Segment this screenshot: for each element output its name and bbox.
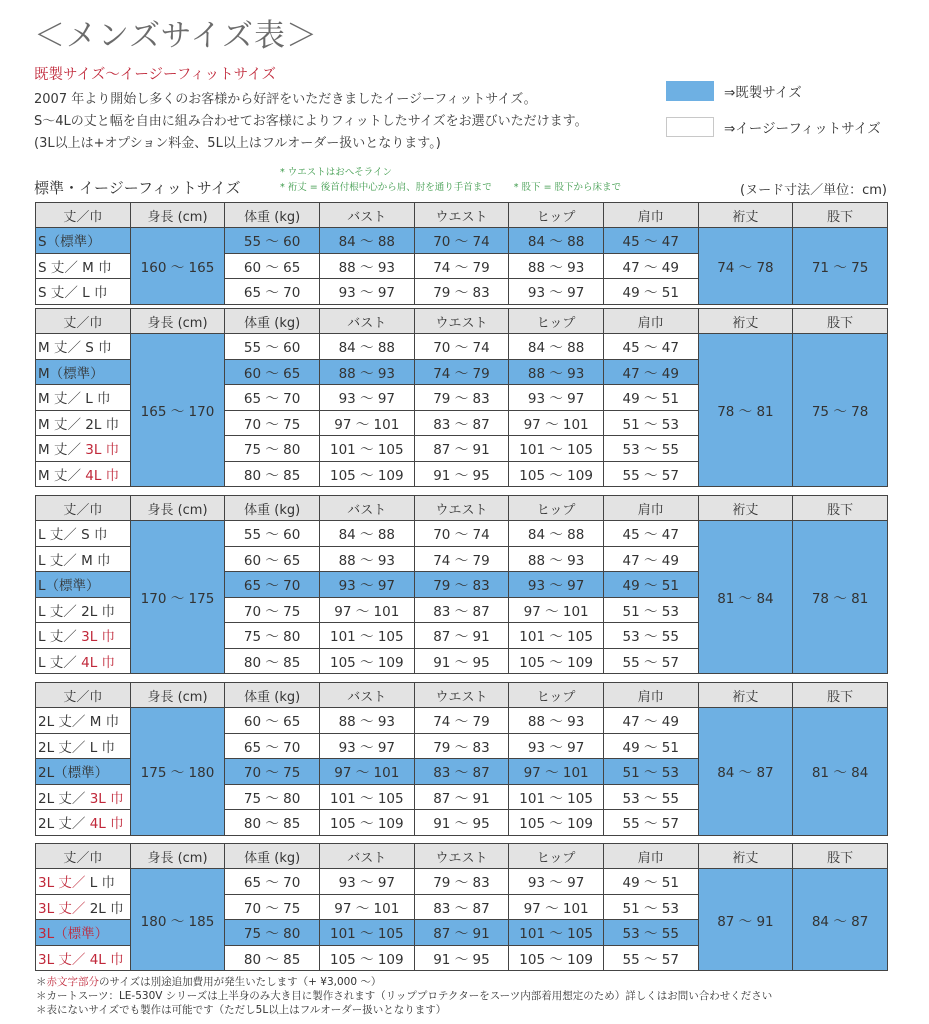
column-header: 身長 (cm) (130, 203, 225, 228)
hip-cell: 88 〜 93 (509, 359, 604, 385)
bust-cell: 101 〜 105 (319, 623, 414, 649)
weight-cell: 70 〜 75 (225, 410, 320, 436)
hip-cell: 88 〜 93 (509, 708, 604, 734)
shoulder-cell: 53 〜 55 (603, 436, 698, 462)
size-label: S（標準） (36, 228, 131, 254)
column-header: 丈／巾 (36, 683, 131, 708)
table-row (36, 521, 888, 547)
hip-cell: 93 〜 97 (509, 869, 604, 895)
bust-cell: 84 〜 88 (319, 334, 414, 360)
hip-cell: 84 〜 88 (509, 521, 604, 547)
column-header: 肩巾 (603, 203, 698, 228)
shoulder-cell: 47 〜 49 (603, 253, 698, 279)
column-header: 裄丈 (698, 496, 793, 521)
waist-cell: 87 〜 91 (414, 920, 509, 946)
weight-cell: 60 〜 65 (225, 359, 320, 385)
bust-cell: 105 〜 109 (319, 461, 414, 487)
weight-cell: 75 〜 80 (225, 623, 320, 649)
bust-cell: 93 〜 97 (319, 279, 414, 305)
bust-cell: 101 〜 105 (319, 784, 414, 810)
shoulder-cell: 49 〜 51 (603, 733, 698, 759)
footnotes (36, 975, 772, 1017)
hip-cell: 101 〜 105 (509, 920, 604, 946)
red-text-note: 赤文字部分 (46, 976, 99, 988)
height-cell: 180 〜 185 (130, 869, 225, 971)
footnote-2: ＊カートスーツ：LE-530V シリーズは上半身のみ大き目に製作されます（リッププロテクターをスーツ内部着用想定のため）詳しくはお問い合わせください (36, 990, 773, 1002)
size-label: 3L（標準） (36, 920, 131, 946)
legend (666, 80, 881, 152)
note-sleeve: * 裄丈 = 後首付根中心から肩、肘を通り手首まで (280, 182, 492, 193)
table-header-row (36, 683, 888, 708)
table-row-standard (36, 228, 888, 254)
height-cell: 170 〜 175 (130, 521, 225, 674)
hip-cell: 84 〜 88 (509, 334, 604, 360)
size-label: L 丈／ 2L 巾 (36, 597, 131, 623)
column-header: 肩巾 (603, 844, 698, 869)
shoulder-cell: 51 〜 53 (603, 759, 698, 785)
size-label: S 丈／ L 巾 (36, 279, 131, 305)
inseam-cell: 84 〜 87 (793, 869, 888, 971)
intro-line: (3L以上は+オプション料金、5L以上はフルオーダー扱いとなります。) (34, 136, 441, 151)
bust-cell: 93 〜 97 (319, 733, 414, 759)
bust-cell: 88 〜 93 (319, 253, 414, 279)
note-inseam: * 股下 = 股下から床まで (513, 182, 622, 193)
unit-note: (ヌード寸法／単位：cm) (740, 183, 887, 198)
column-header: 身長 (cm) (130, 309, 225, 334)
size-label: 2L 丈／ M 巾 (36, 708, 131, 734)
footnote-1: ＊赤文字部分のサイズは別途追加費用が発生いたします（+ ¥3,000 〜） (36, 976, 382, 988)
weight-cell: 60 〜 65 (225, 546, 320, 572)
table-row (36, 334, 888, 360)
column-header: 股下 (793, 203, 888, 228)
hip-cell: 88 〜 93 (509, 253, 604, 279)
shoulder-cell: 51 〜 53 (603, 410, 698, 436)
table-header-row (36, 496, 888, 521)
shoulder-cell: 51 〜 53 (603, 894, 698, 920)
size-label: S 丈／ M 巾 (36, 253, 131, 279)
weight-cell: 75 〜 80 (225, 784, 320, 810)
column-header: 丈／巾 (36, 203, 131, 228)
shoulder-cell: 53 〜 55 (603, 920, 698, 946)
column-header: ウエスト (414, 496, 509, 521)
column-header: ウエスト (414, 683, 509, 708)
column-header: 丈／巾 (36, 844, 131, 869)
shoulder-cell: 49 〜 51 (603, 385, 698, 411)
inseam-cell: 78 〜 81 (793, 521, 888, 674)
size-label: 3L 丈／ L 巾 (36, 869, 131, 895)
sleeve-cell: 74 〜 78 (698, 228, 793, 305)
size-table-block (35, 202, 888, 305)
shoulder-cell: 49 〜 51 (603, 869, 698, 895)
bust-cell: 93 〜 97 (319, 385, 414, 411)
column-header: 裄丈 (698, 844, 793, 869)
waist-cell: 79 〜 83 (414, 279, 509, 305)
weight-cell: 65 〜 70 (225, 279, 320, 305)
bust-cell: 97 〜 101 (319, 894, 414, 920)
waist-cell: 79 〜 83 (414, 733, 509, 759)
column-header: 股下 (793, 309, 888, 334)
waist-cell: 70 〜 74 (414, 334, 509, 360)
column-header: 裄丈 (698, 309, 793, 334)
size-label: M 丈／ S 巾 (36, 334, 131, 360)
shoulder-cell: 47 〜 49 (603, 546, 698, 572)
intro-text (34, 89, 588, 155)
hip-cell: 105 〜 109 (509, 648, 604, 674)
column-header: バスト (319, 309, 414, 334)
size-table-block (35, 843, 888, 971)
waist-cell: 91 〜 95 (414, 461, 509, 487)
weight-cell: 55 〜 60 (225, 521, 320, 547)
column-header: 身長 (cm) (130, 844, 225, 869)
column-header: ヒップ (509, 683, 604, 708)
hip-cell: 88 〜 93 (509, 546, 604, 572)
shoulder-cell: 53 〜 55 (603, 623, 698, 649)
bust-cell: 105 〜 109 (319, 648, 414, 674)
column-header: ウエスト (414, 203, 509, 228)
weight-cell: 80 〜 85 (225, 648, 320, 674)
weight-cell: 60 〜 65 (225, 253, 320, 279)
waist-cell: 70 〜 74 (414, 228, 509, 254)
weight-cell: 80 〜 85 (225, 810, 320, 836)
size-label: 2L 丈／ L 巾 (36, 733, 131, 759)
bust-cell: 97 〜 101 (319, 410, 414, 436)
shoulder-cell: 55 〜 57 (603, 945, 698, 971)
column-header: 身長 (cm) (130, 683, 225, 708)
column-header: 股下 (793, 844, 888, 869)
waist-cell: 91 〜 95 (414, 810, 509, 836)
waist-cell: 91 〜 95 (414, 648, 509, 674)
hip-cell: 93 〜 97 (509, 572, 604, 598)
column-header: 裄丈 (698, 683, 793, 708)
column-header: ウエスト (414, 844, 509, 869)
bust-cell: 105 〜 109 (319, 945, 414, 971)
hip-cell: 101 〜 105 (509, 623, 604, 649)
waist-cell: 87 〜 91 (414, 784, 509, 810)
sleeve-cell: 78 〜 81 (698, 334, 793, 487)
shoulder-cell: 55 〜 57 (603, 810, 698, 836)
size-label: 3L 丈／ 2L 巾 (36, 894, 131, 920)
waist-cell: 70 〜 74 (414, 521, 509, 547)
hip-cell: 93 〜 97 (509, 279, 604, 305)
column-header: ヒップ (509, 496, 604, 521)
waist-cell: 83 〜 87 (414, 759, 509, 785)
hip-cell: 105 〜 109 (509, 810, 604, 836)
table-row (36, 708, 888, 734)
subtitle: 既製サイズ〜イージーフィットサイズ (34, 67, 277, 83)
size-label: 3L 丈／ 4L 巾 (36, 945, 131, 971)
size-table-block (35, 308, 888, 487)
waist-cell: 83 〜 87 (414, 894, 509, 920)
column-header: 股下 (793, 683, 888, 708)
waist-cell: 87 〜 91 (414, 623, 509, 649)
sleeve-cell: 87 〜 91 (698, 869, 793, 971)
weight-cell: 65 〜 70 (225, 733, 320, 759)
section-title: 標準・イージーフィットサイズ (34, 179, 241, 197)
column-header: 肩巾 (603, 309, 698, 334)
legend-swatch-white (666, 117, 714, 137)
column-header: 丈／巾 (36, 309, 131, 334)
waist-cell: 74 〜 79 (414, 359, 509, 385)
size-label: L 丈／ 3L 巾 (36, 623, 131, 649)
legend-label: ⇒既製サイズ (724, 85, 802, 101)
column-header: 裄丈 (698, 203, 793, 228)
size-label: M 丈／ 2L 巾 (36, 410, 131, 436)
column-header: 体重 (kg) (225, 309, 320, 334)
size-label: L（標準） (36, 572, 131, 598)
shoulder-cell: 47 〜 49 (603, 708, 698, 734)
bust-cell: 88 〜 93 (319, 546, 414, 572)
note-waist: * ウエストはおへそライン (280, 167, 392, 178)
weight-cell: 65 〜 70 (225, 385, 320, 411)
weight-cell: 70 〜 75 (225, 759, 320, 785)
waist-cell: 87 〜 91 (414, 436, 509, 462)
shoulder-cell: 55 〜 57 (603, 461, 698, 487)
size-label: L 丈／ M 巾 (36, 546, 131, 572)
table-header-row (36, 844, 888, 869)
legend-swatch-blue (666, 81, 714, 101)
column-header: バスト (319, 683, 414, 708)
table-header-row (36, 203, 888, 228)
bust-cell: 97 〜 101 (319, 759, 414, 785)
size-label: M 丈／ L 巾 (36, 385, 131, 411)
hip-cell: 97 〜 101 (509, 597, 604, 623)
column-header: 肩巾 (603, 496, 698, 521)
weight-cell: 75 〜 80 (225, 436, 320, 462)
inseam-cell: 75 〜 78 (793, 334, 888, 487)
shoulder-cell: 45 〜 47 (603, 521, 698, 547)
bust-cell: 93 〜 97 (319, 869, 414, 895)
shoulder-cell: 49 〜 51 (603, 572, 698, 598)
shoulder-cell: 47 〜 49 (603, 359, 698, 385)
shoulder-cell: 49 〜 51 (603, 279, 698, 305)
hip-cell: 105 〜 109 (509, 461, 604, 487)
weight-cell: 75 〜 80 (225, 920, 320, 946)
table-row (36, 869, 888, 895)
weight-cell: 80 〜 85 (225, 945, 320, 971)
bust-cell: 93 〜 97 (319, 572, 414, 598)
inseam-cell: 81 〜 84 (793, 708, 888, 836)
waist-cell: 79 〜 83 (414, 572, 509, 598)
intro-line: 2007 年より開始し多くのお客様から好評をいただきましたイージーフィットサイズ。 (34, 92, 537, 107)
hip-cell: 97 〜 101 (509, 759, 604, 785)
weight-cell: 65 〜 70 (225, 869, 320, 895)
column-header: 体重 (kg) (225, 844, 320, 869)
waist-cell: 83 〜 87 (414, 597, 509, 623)
intro-line: S〜4Lの丈と幅を自由に組み合わせてお客様によりフィットしたサイズをお選びいただけます。 (34, 114, 588, 129)
column-header: 肩巾 (603, 683, 698, 708)
column-header: ウエスト (414, 309, 509, 334)
hip-cell: 93 〜 97 (509, 385, 604, 411)
inseam-cell: 71 〜 75 (793, 228, 888, 305)
waist-cell: 91 〜 95 (414, 945, 509, 971)
waist-cell: 79 〜 83 (414, 869, 509, 895)
weight-cell: 70 〜 75 (225, 597, 320, 623)
height-cell: 175 〜 180 (130, 708, 225, 836)
weight-cell: 55 〜 60 (225, 334, 320, 360)
shoulder-cell: 45 〜 47 (603, 334, 698, 360)
size-label: 2L（標準） (36, 759, 131, 785)
table-header-row (36, 309, 888, 334)
weight-cell: 70 〜 75 (225, 894, 320, 920)
waist-cell: 83 〜 87 (414, 410, 509, 436)
hip-cell: 84 〜 88 (509, 228, 604, 254)
hip-cell: 93 〜 97 (509, 733, 604, 759)
column-header: ヒップ (509, 844, 604, 869)
size-table-block (35, 682, 888, 836)
sleeve-cell: 84 〜 87 (698, 708, 793, 836)
column-header: 丈／巾 (36, 496, 131, 521)
column-header: 体重 (kg) (225, 496, 320, 521)
bust-cell: 88 〜 93 (319, 708, 414, 734)
column-header: バスト (319, 203, 414, 228)
legend-label: ⇒イージーフィットサイズ (724, 121, 881, 137)
measurement-notes (280, 165, 621, 195)
bust-cell: 101 〜 105 (319, 920, 414, 946)
column-header: 身長 (cm) (130, 496, 225, 521)
column-header: ヒップ (509, 309, 604, 334)
size-label: 2L 丈／ 4L 巾 (36, 810, 131, 836)
hip-cell: 101 〜 105 (509, 784, 604, 810)
shoulder-cell: 51 〜 53 (603, 597, 698, 623)
bust-cell: 88 〜 93 (319, 359, 414, 385)
column-header: 股下 (793, 496, 888, 521)
column-header: バスト (319, 496, 414, 521)
shoulder-cell: 45 〜 47 (603, 228, 698, 254)
hip-cell: 105 〜 109 (509, 945, 604, 971)
size-label: M 丈／ 3L 巾 (36, 436, 131, 462)
bust-cell: 101 〜 105 (319, 436, 414, 462)
hip-cell: 97 〜 101 (509, 410, 604, 436)
weight-cell: 60 〜 65 (225, 708, 320, 734)
bust-cell: 84 〜 88 (319, 228, 414, 254)
sleeve-cell: 81 〜 84 (698, 521, 793, 674)
hip-cell: 97 〜 101 (509, 894, 604, 920)
weight-cell: 80 〜 85 (225, 461, 320, 487)
legend-item-standard (666, 80, 881, 102)
shoulder-cell: 53 〜 55 (603, 784, 698, 810)
waist-cell: 79 〜 83 (414, 385, 509, 411)
column-header: ヒップ (509, 203, 604, 228)
page-title: ＜メンズサイズ表＞ (34, 18, 318, 54)
footnote-3: ＊表にないサイズでも製作は可能です（ただし5L以上はフルオーダー扱いとなります） (36, 1004, 447, 1016)
size-label: L 丈／ 4L 巾 (36, 648, 131, 674)
bust-cell: 97 〜 101 (319, 597, 414, 623)
height-cell: 160 〜 165 (130, 228, 225, 305)
size-table-block (35, 495, 888, 674)
waist-cell: 74 〜 79 (414, 546, 509, 572)
size-label: M（標準） (36, 359, 131, 385)
hip-cell: 101 〜 105 (509, 436, 604, 462)
column-header: バスト (319, 844, 414, 869)
height-cell: 165 〜 170 (130, 334, 225, 487)
size-label: M 丈／ 4L 巾 (36, 461, 131, 487)
weight-cell: 65 〜 70 (225, 572, 320, 598)
column-header: 体重 (kg) (225, 203, 320, 228)
waist-cell: 74 〜 79 (414, 253, 509, 279)
bust-cell: 84 〜 88 (319, 521, 414, 547)
size-label: L 丈／ S 巾 (36, 521, 131, 547)
weight-cell: 55 〜 60 (225, 228, 320, 254)
waist-cell: 74 〜 79 (414, 708, 509, 734)
size-label: 2L 丈／ 3L 巾 (36, 784, 131, 810)
column-header: 体重 (kg) (225, 683, 320, 708)
legend-item-easyfit (666, 116, 881, 138)
shoulder-cell: 55 〜 57 (603, 648, 698, 674)
bust-cell: 105 〜 109 (319, 810, 414, 836)
